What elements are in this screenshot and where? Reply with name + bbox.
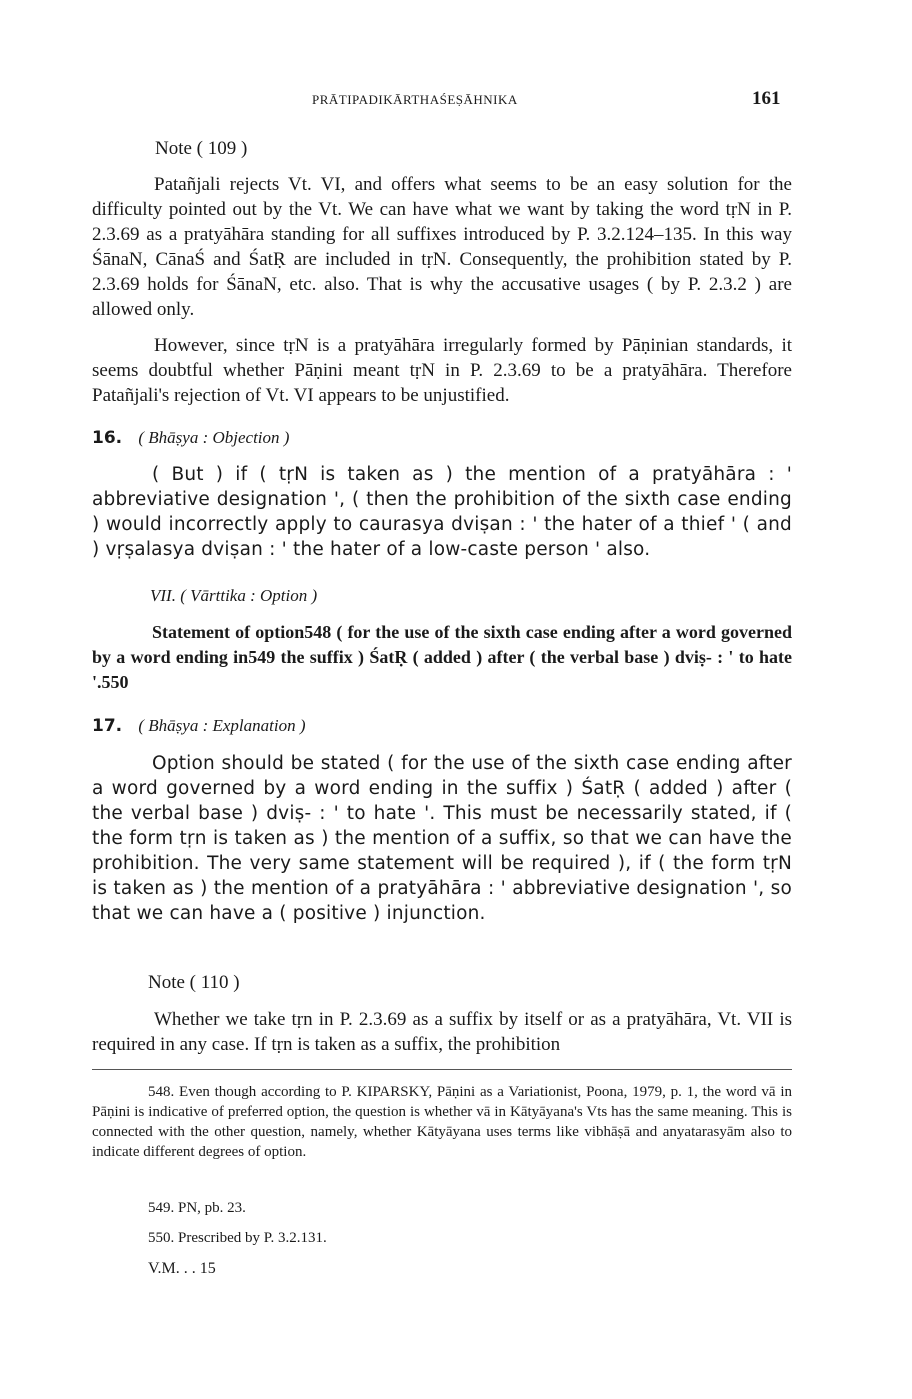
signature-mark: V.M. . . 15	[148, 1260, 216, 1277]
section-17-label: ( Bhāṣya : Explanation )	[138, 716, 306, 735]
section-16-text: ( But ) if ( tṛN is taken as ) the mention of a pratyāhāra : ' abbreviative designation ', ( then the prohibition of the sixth case ending ) would incorrectly apply to caurasya dviṣan : ' the hater of a thief ' ( and ) vṛṣalasya dviṣan : ' the hater of a low-caste person ' also.	[92, 464, 792, 560]
note-110-heading: Note ( 110 )	[148, 972, 240, 993]
running-header: PRĀTIPADIKĀRTHAŚEṢĀHNIKA	[312, 92, 518, 107]
note-109-paragraph-1: Patañjali rejects Vt. VI, and offers what seems to be an easy solution for the difficulty pointed out by the Vt. We can have what we want by taking the word tṛN in P. 2.3.69 as a pratyāhāra standing for all suffixes introduced by P. 3.2.124–135. In this way ŚānaN, CānaŚ and ŚatṚ are included in tṛN. Consequently, the prohibition stated by P. 2.3.69 holds for ŚānaN, etc. also. That is why the accusative usages ( by P. 2.3.2 ) are allowed only.	[92, 174, 792, 320]
page-number: 161	[752, 88, 781, 109]
section-17-text: Option should be stated ( for the use of the sixth case ending after a word governed by a word ending in the suffix ) ŚatṚ ( added ) after ( the verbal base ) dviṣ- : ' to hate '. This must be necessarily stated, if ( the form tṛn is taken as ) the mention of a suffix, so that we can have the prohibition. The very same statement will be required ), if ( the form tṛN is taken as ) the mention of a pratyāhāra : ' abbreviative designation ', so that we can have a ( positive ) injunction.	[92, 753, 792, 924]
section-17-number: 17.	[92, 716, 123, 736]
section-17-heading	[92, 716, 306, 736]
footnote-divider	[92, 1069, 792, 1070]
note-110-paragraph: Whether we take tṛn in P. 2.3.69 as a suffix by itself or as a pratyāhāra, Vt. VII is required in any case. If tṛn is taken as a suffix, the prohibition	[92, 1009, 792, 1055]
vartika-7-statement: Statement of option548 ( for the use of the sixth case ending after a word governed by a word ending in549 the suffix ) ŚatṚ ( added ) after ( the verbal base ) dviṣ- : ' to hate '.550	[92, 622, 792, 692]
footnote-550: 550. Prescribed by P. 3.2.131.	[148, 1230, 327, 1246]
footnote-549: 549. PN, pb. 23.	[148, 1200, 246, 1216]
section-16-number: 16.	[92, 428, 123, 448]
vartika-7-heading: VII. ( Vārttika : Option )	[150, 586, 318, 605]
footnote-548: 548. Even though according to P. KIPARSKY, Pāṇini as a Variationist, Poona, 1979, p. 1, the word vā in Pāṇini is indicative of preferred option, the question is whether vā in Kātyāyana's Vts has the same meaning. This is connected with the other question, namely, whether Kātyāyana uses terms like vibhāṣā and anyatarasyām also to indicate different degrees of option.	[92, 1084, 792, 1160]
note-109-heading: Note ( 109 )	[155, 138, 248, 159]
section-16-label: ( Bhāṣya : Objection )	[138, 428, 290, 447]
section-16-heading	[92, 428, 289, 448]
note-109-paragraph-2: However, since tṛN is a pratyāhāra irregularly formed by Pāṇinian standards, it seems doubtful whether Pāṇini meant tṛN in P. 2.3.69 to be a pratyāhāra. Therefore Patañjali's rejection of Vt. VI appears to be unjustified.	[92, 335, 792, 406]
